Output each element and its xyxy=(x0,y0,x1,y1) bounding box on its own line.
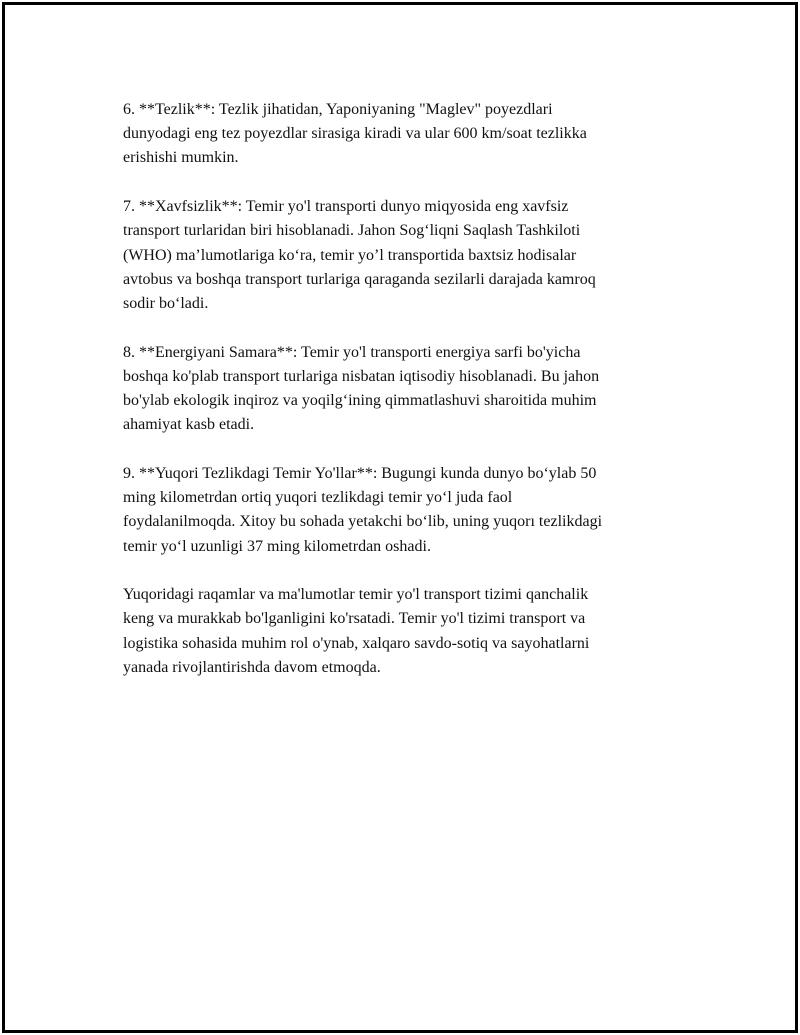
text-line: Yuqoridagi raqamlar va ma'lumotlar temir yo'l transport tizimi qanchalik xyxy=(123,586,589,604)
text-line: ahamiyat kasb etadi. xyxy=(123,416,255,434)
text-line: keng va murakkab bo'lganligini ko'rsatadi. Temir yo'l tizimi transport va xyxy=(123,610,586,628)
text-line: boshqa ko'plab transport turlariga nisbatan iqtisodiy hisoblanadi. Bu jahon xyxy=(123,367,600,385)
text-line: yanada rivojlantirishda davom etmoqda. xyxy=(123,658,381,676)
text-line: avtobus va boshqa transport turlariga qaraganda sezilarli darajada kamroq xyxy=(123,270,596,288)
text-line: temir yo‘l uzunligi 37 ming kilometrdan oshadi. xyxy=(123,537,431,555)
text-line: bo'ylab ekologik inqiroz va yoqilg‘ining qimmatlashuvi sharoitida muhim xyxy=(123,392,597,410)
text-line: transport turlaridan biri hisoblanadi. Jahon Sog‘liqni Saqlash Tashkiloti xyxy=(123,222,581,240)
text-line: foydalanilmoqda. Xitoy bu sohada yetakchi bo‘lib, uning yuqorı tezlikdagi xyxy=(123,513,603,531)
text-line: sodir bo‘ladi. xyxy=(123,294,209,312)
text-line: 6. **Tezlik**: Tezlik jihatidan, Yaponiyaning "Maglev" poyezdlari xyxy=(123,101,553,118)
text-line: (WHO) ma’lumotlariga ko‘ra, temir yo’l transportida baxtsiz hodisalar xyxy=(123,246,577,264)
text-line: 9. **Yuqori Tezlikdagi Temir Yo'llar**: Bugungi kunda dunyo bo‘ylab 50 xyxy=(123,464,597,482)
text-line: 7. **Xavfsizlik**: Temir yo'l transporti dunyo miqyosida eng xavfsiz xyxy=(123,198,569,216)
paragraph-safety xyxy=(123,195,683,316)
text-line: ming kilometrdan ortiq yuqori tezlikdagi temir yo‘l juda faol xyxy=(123,489,513,507)
text-line: 8. **Energiyani Samara**: Temir yo'l transporti energiya sarfi bo'yicha xyxy=(123,343,581,361)
text-line: logistika sohasida muhim rol o'ynab, xalqaro savdo-sotiq va sayohatlarni xyxy=(123,634,590,652)
paragraph-energy xyxy=(123,341,683,438)
page-frame xyxy=(2,2,798,1033)
text-line: erishishi mumkin. xyxy=(123,149,239,167)
paragraph-high-speed-rail xyxy=(123,462,683,559)
paragraph-conclusion xyxy=(123,583,683,680)
text-line: dunyodagi eng tez poyezdlar sirasiga kiradi va ular 600 km/soat tezlikka xyxy=(123,125,587,143)
document-body xyxy=(123,98,683,705)
paragraph-speed xyxy=(123,98,683,171)
